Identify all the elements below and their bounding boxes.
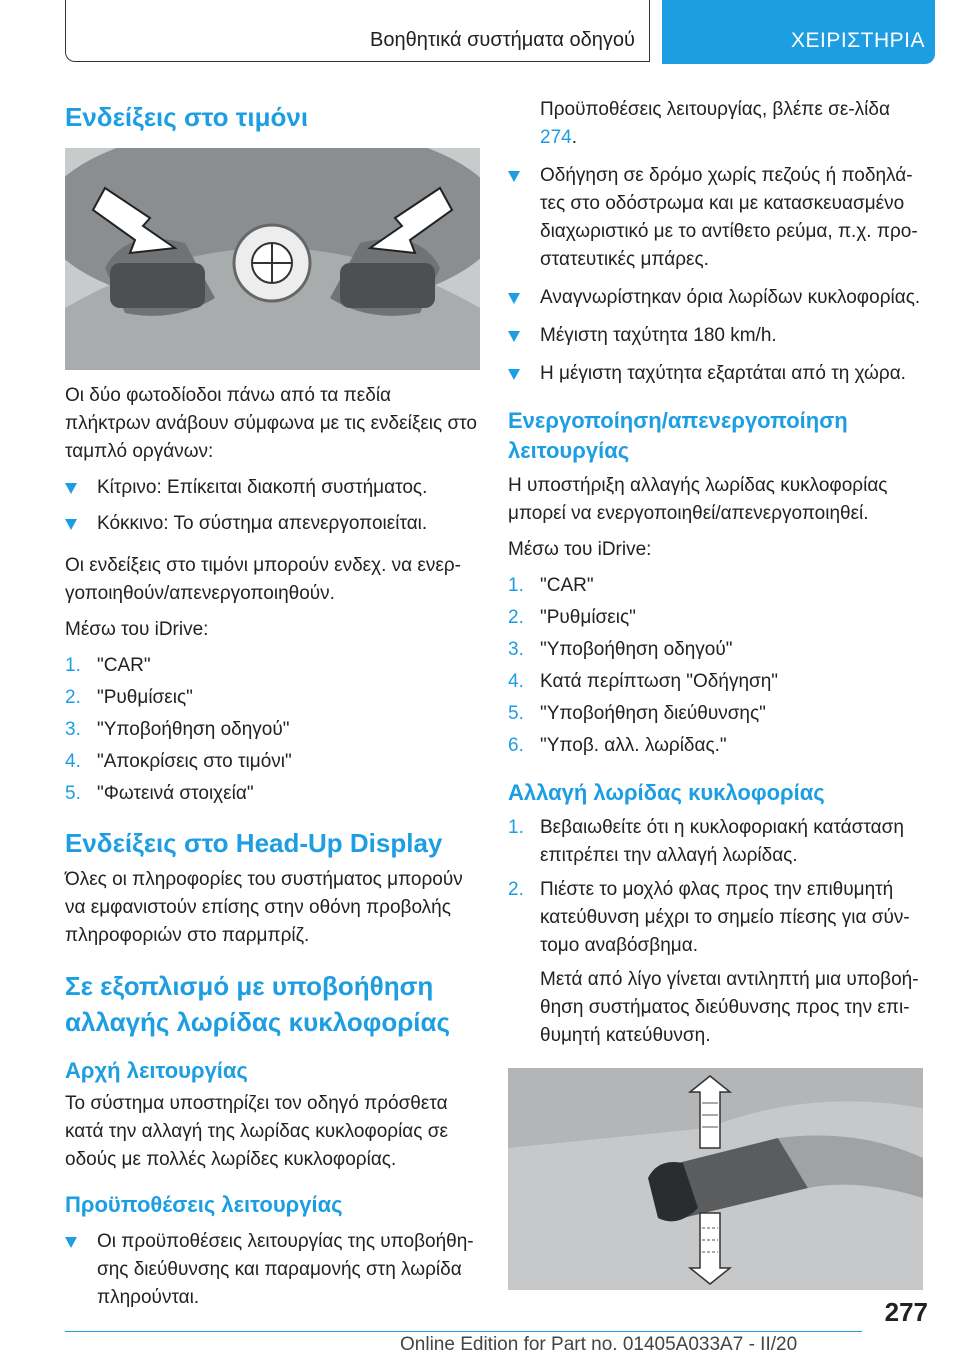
- page-number: 277: [884, 1297, 928, 1327]
- bullet-triangle-icon: [508, 171, 520, 182]
- on-off-paragraph: Η υποστήριξη αλλαγής λωρίδας κυκλοφορίας μπορεί να ενεργοποιηθεί/απενεργοποιηθεί.: [508, 475, 888, 524]
- bullet-triangle-icon: [508, 331, 520, 342]
- list-item: Οδήγηση σε δρόμο χωρίς πεζούς ή ποδηλά-τες στο οδόστρωμα και με κατασκευασμένο διαχωριστικό με το αντίθετο ρεύμα, π.χ. προ-στατευτικές μπάρες.: [508, 162, 923, 274]
- footer-divider: [65, 1331, 862, 1332]
- lane-change-steps: [508, 814, 923, 960]
- via-idrive: Μέσω του iDrive:: [65, 619, 209, 640]
- via-idrive: Μέσω του iDrive:: [508, 539, 652, 560]
- list-item: 5. "Φωτεινά στοιχεία": [65, 783, 254, 804]
- bullet-triangle-icon: [508, 293, 520, 304]
- lane-change-note: Μετά από λίγο γίνεται αντιληπτή μια υποβοή-θηση συστήματος διεύθυνσης προς την επι-θυμητή κατεύθυνση.: [540, 969, 919, 1046]
- list-item: Μέγιστη ταχύτητα 180 km/h.: [508, 322, 923, 350]
- bullet-triangle-icon: [508, 369, 520, 380]
- turn-signal-lever-image: [508, 1068, 923, 1290]
- list-item: 1. Βεβαιωθείτε ότι η κυκλοφοριακή κατάσταση επιτρέπει την αλλαγή λωρίδας.: [508, 817, 904, 866]
- turn-signal-illustration: [508, 1068, 923, 1290]
- list-item: 3. "Υποβοήθηση οδηγού": [508, 639, 733, 660]
- bullet-triangle-icon: [65, 483, 77, 494]
- steering-wheel-illustration: [65, 148, 480, 370]
- chapter-title: ΧΕΙΡΙΣΤΗΡΙΑ: [790, 29, 925, 52]
- list-item: 2. "Ρυθμίσεις": [508, 607, 636, 628]
- left-column: [65, 100, 480, 1312]
- led-list: [65, 474, 480, 538]
- right-column: [508, 96, 923, 1290]
- steps-list: [65, 652, 480, 808]
- section-tab: [65, 0, 650, 62]
- chapter-tab: [662, 0, 935, 64]
- heading-lane-change-equipment: Σε εξοπλισμό με υποβοήθηση αλλαγής λωρίδας κυκλοφορίας: [65, 971, 451, 1037]
- prereq-list: [508, 162, 923, 388]
- list-item: 3. "Υποβοήθηση οδηγού": [65, 719, 290, 740]
- list-item: 6. "Υποβ. αλλ. λωρίδας.": [508, 735, 727, 756]
- page-link[interactable]: 274: [540, 127, 572, 148]
- hud-paragraph: Όλες οι πληροφορίες του συστήματος μπορούν να εμφανιστούν επίσης στην οθόνη προβολής πληροφοριών στο παρμπρίζ.: [65, 869, 463, 946]
- led-intro: Οι δύο φωτοδίοδοι πάνω από τα πεδία πλήκτρων ανάβουν σύμφωνα με τις ενδείξεις στο ταμπλό οργάνων:: [65, 385, 477, 462]
- prereq-list-start: [65, 1228, 480, 1312]
- heading-principle: Αρχή λειτουργίας: [65, 1058, 248, 1083]
- bullet-triangle-icon: [65, 1237, 77, 1248]
- list-item: 2. Πιέστε το μοχλό φλας προς την επιθυμητή κατεύθυνση μέχρι το σημείο πίεσης για σύν-τομο αναβόσβημα.: [508, 879, 910, 956]
- list-item: 4. "Αποκρίσεις στο τιμόνι": [65, 751, 292, 772]
- list-item: 5. "Υποβοήθηση διεύθυνσης": [508, 703, 766, 724]
- bullet-triangle-icon: [65, 519, 77, 530]
- principle-paragraph: Το σύστημα υποστηρίζει τον οδηγό πρόσθετα κατά την αλλαγή της λωρίδας κυκλοφορίας σε οδούς με πολλές λωρίδες κυκλοφορίας.: [65, 1093, 448, 1170]
- edition-footer: Online Edition for Part no. 01405A033A7 - II/20: [400, 1334, 798, 1355]
- heading-hud: Ενδείξεις στο Head-Up Display: [65, 828, 443, 858]
- list-item: 2. "Ρυθμίσεις": [65, 687, 193, 708]
- heading-prerequisites: Προϋποθέσεις λειτουργίας: [65, 1192, 343, 1217]
- heading-on-off: Ενεργοποίηση/απενεργοποίηση λειτουργίας: [508, 408, 848, 463]
- list-item: Κίτρινο: Επίκειται διακοπή συστήματος.: [65, 474, 480, 502]
- list-item: 4. Κατά περίπτωση "Οδήγηση": [508, 671, 779, 692]
- list-item: Αναγνωρίστηκαν όρια λωρίδων κυκλοφορίας.: [508, 284, 923, 312]
- list-item: 1. "CAR": [65, 655, 151, 676]
- section-title: Βοηθητικά συστήματα οδηγού: [370, 29, 635, 51]
- list-item: 1. "CAR": [508, 575, 594, 596]
- steps-list: [508, 572, 923, 760]
- steering-wheel-image: [65, 148, 480, 370]
- heading-lane-change: Αλλαγή λωρίδας κυκλοφορίας: [508, 780, 825, 805]
- page-header: [65, 0, 935, 64]
- list-item: Η μέγιστη ταχύτητα εξαρτάται από τη χώρα.: [508, 360, 923, 388]
- wheel-paragraph: Οι ενδείξεις στο τιμόνι μπορούν ενδεχ. να ενερ-γοποιηθούν/απενεργοποιηθούν.: [65, 555, 461, 604]
- prereq-continuation: Προϋποθέσεις λειτουργίας, βλέπε σε-λίδα 274.: [540, 99, 890, 148]
- list-item: Κόκκινο: Το σύστημα απενεργοποιείται.: [65, 510, 480, 538]
- list-item: Οι προϋποθέσεις λειτουργίας της υποβοήθη-σης διεύθυνσης και παραμονής στη λωρίδα πληρούνται.: [65, 1228, 480, 1312]
- heading-wheel-indicators: Ενδείξεις στο τιμόνι: [65, 102, 309, 132]
